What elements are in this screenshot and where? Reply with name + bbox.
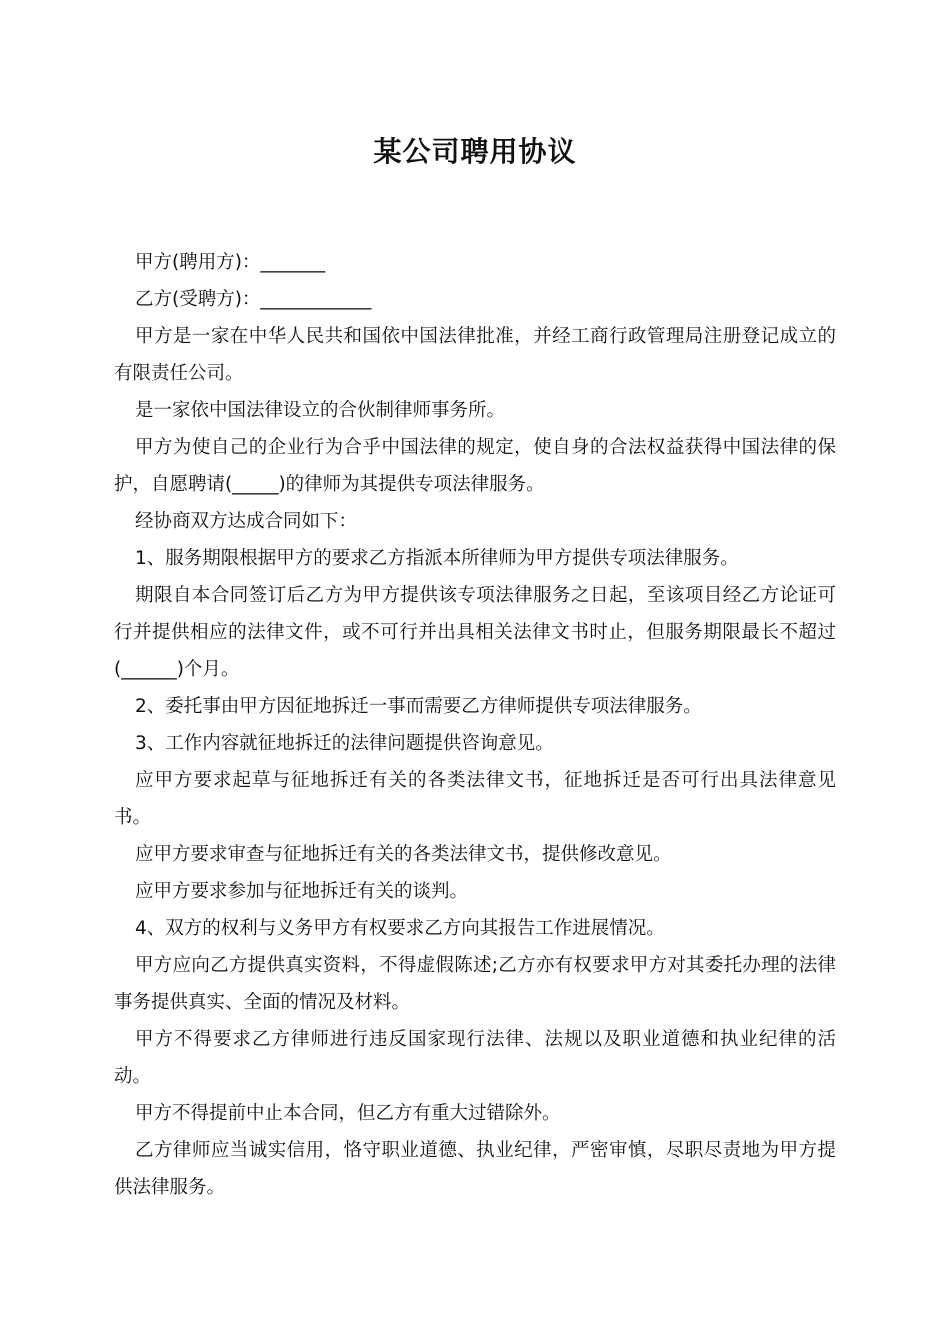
- paragraph: 甲方不得提前中止本合同，但乙方有重大过错除外。: [135, 1103, 561, 1124]
- paragraph: 经协商双方达成合同如下：: [135, 511, 358, 532]
- party-a-line: 甲方(聘用方)：_______: [135, 252, 326, 273]
- paragraph: 甲方是一家在中华人民共和国依中国法律批准，并经工商行政管理局注册登记成立的有限责任公司。: [114, 326, 836, 384]
- paragraph: 甲方应向乙方提供真实资料，不得虚假陈述;乙方亦有权要求甲方对其委托办理的法律事务提供真实、全面的情况及材料。: [114, 955, 836, 1013]
- paragraph: 甲方为使自己的企业行为合乎中国法律的规定，使自身的合法权益获得中国法律的保护，自愿聘请(_____)的律师为其提供专项法律服务。: [114, 437, 836, 495]
- party-b-line: 乙方(受聘方)：____________: [135, 289, 372, 310]
- paragraph: 乙方律师应当诚实信用，恪守职业道德、执业纪律，严密审慎，尽职尽责地为甲方提供法律服务。: [114, 1140, 836, 1198]
- paragraph: 应甲方要求参加与征地拆迁有关的谈判。: [135, 881, 469, 902]
- paragraph: 期限自本合同签订后乙方为甲方提供该专项法律服务之日起，至该项目经乙方论证可行并提供相应的法律文件，或不可行并出具相关法律文书时止，但服务期限最长不超过(______)个月。: [114, 585, 836, 680]
- paragraph: 甲方不得要求乙方律师进行违反国家现行法律、法规以及职业道德和执业纪律的活动。: [114, 1029, 836, 1087]
- document-body: [114, 244, 836, 1206]
- paragraph: 应甲方要求起草与征地拆迁有关的各类法律文书，征地拆迁是否可行出具法律意见书。: [114, 770, 836, 828]
- paragraph: 是一家依中国法律设立的合伙制律师事务所。: [135, 400, 506, 421]
- document-title: 某公司聘用协议: [373, 135, 577, 168]
- clause-1-heading: 1、服务期限根据甲方的要求乙方指派本所律师为甲方提供专项法律服务。: [135, 548, 739, 569]
- paragraph: 应甲方要求审查与征地拆迁有关的各类法律文书，提供修改意见。: [135, 844, 672, 865]
- clause-3-heading: 3、工作内容就征地拆迁的法律问题提供咨询意见。: [135, 733, 554, 754]
- clause-2-heading: 2、委托事由甲方因征地拆迁一事而需要乙方律师提供专项法律服务。: [135, 696, 702, 717]
- clause-4-heading: 4、双方的权利与义务甲方有权要求乙方向其报告工作进展情况。: [135, 918, 665, 939]
